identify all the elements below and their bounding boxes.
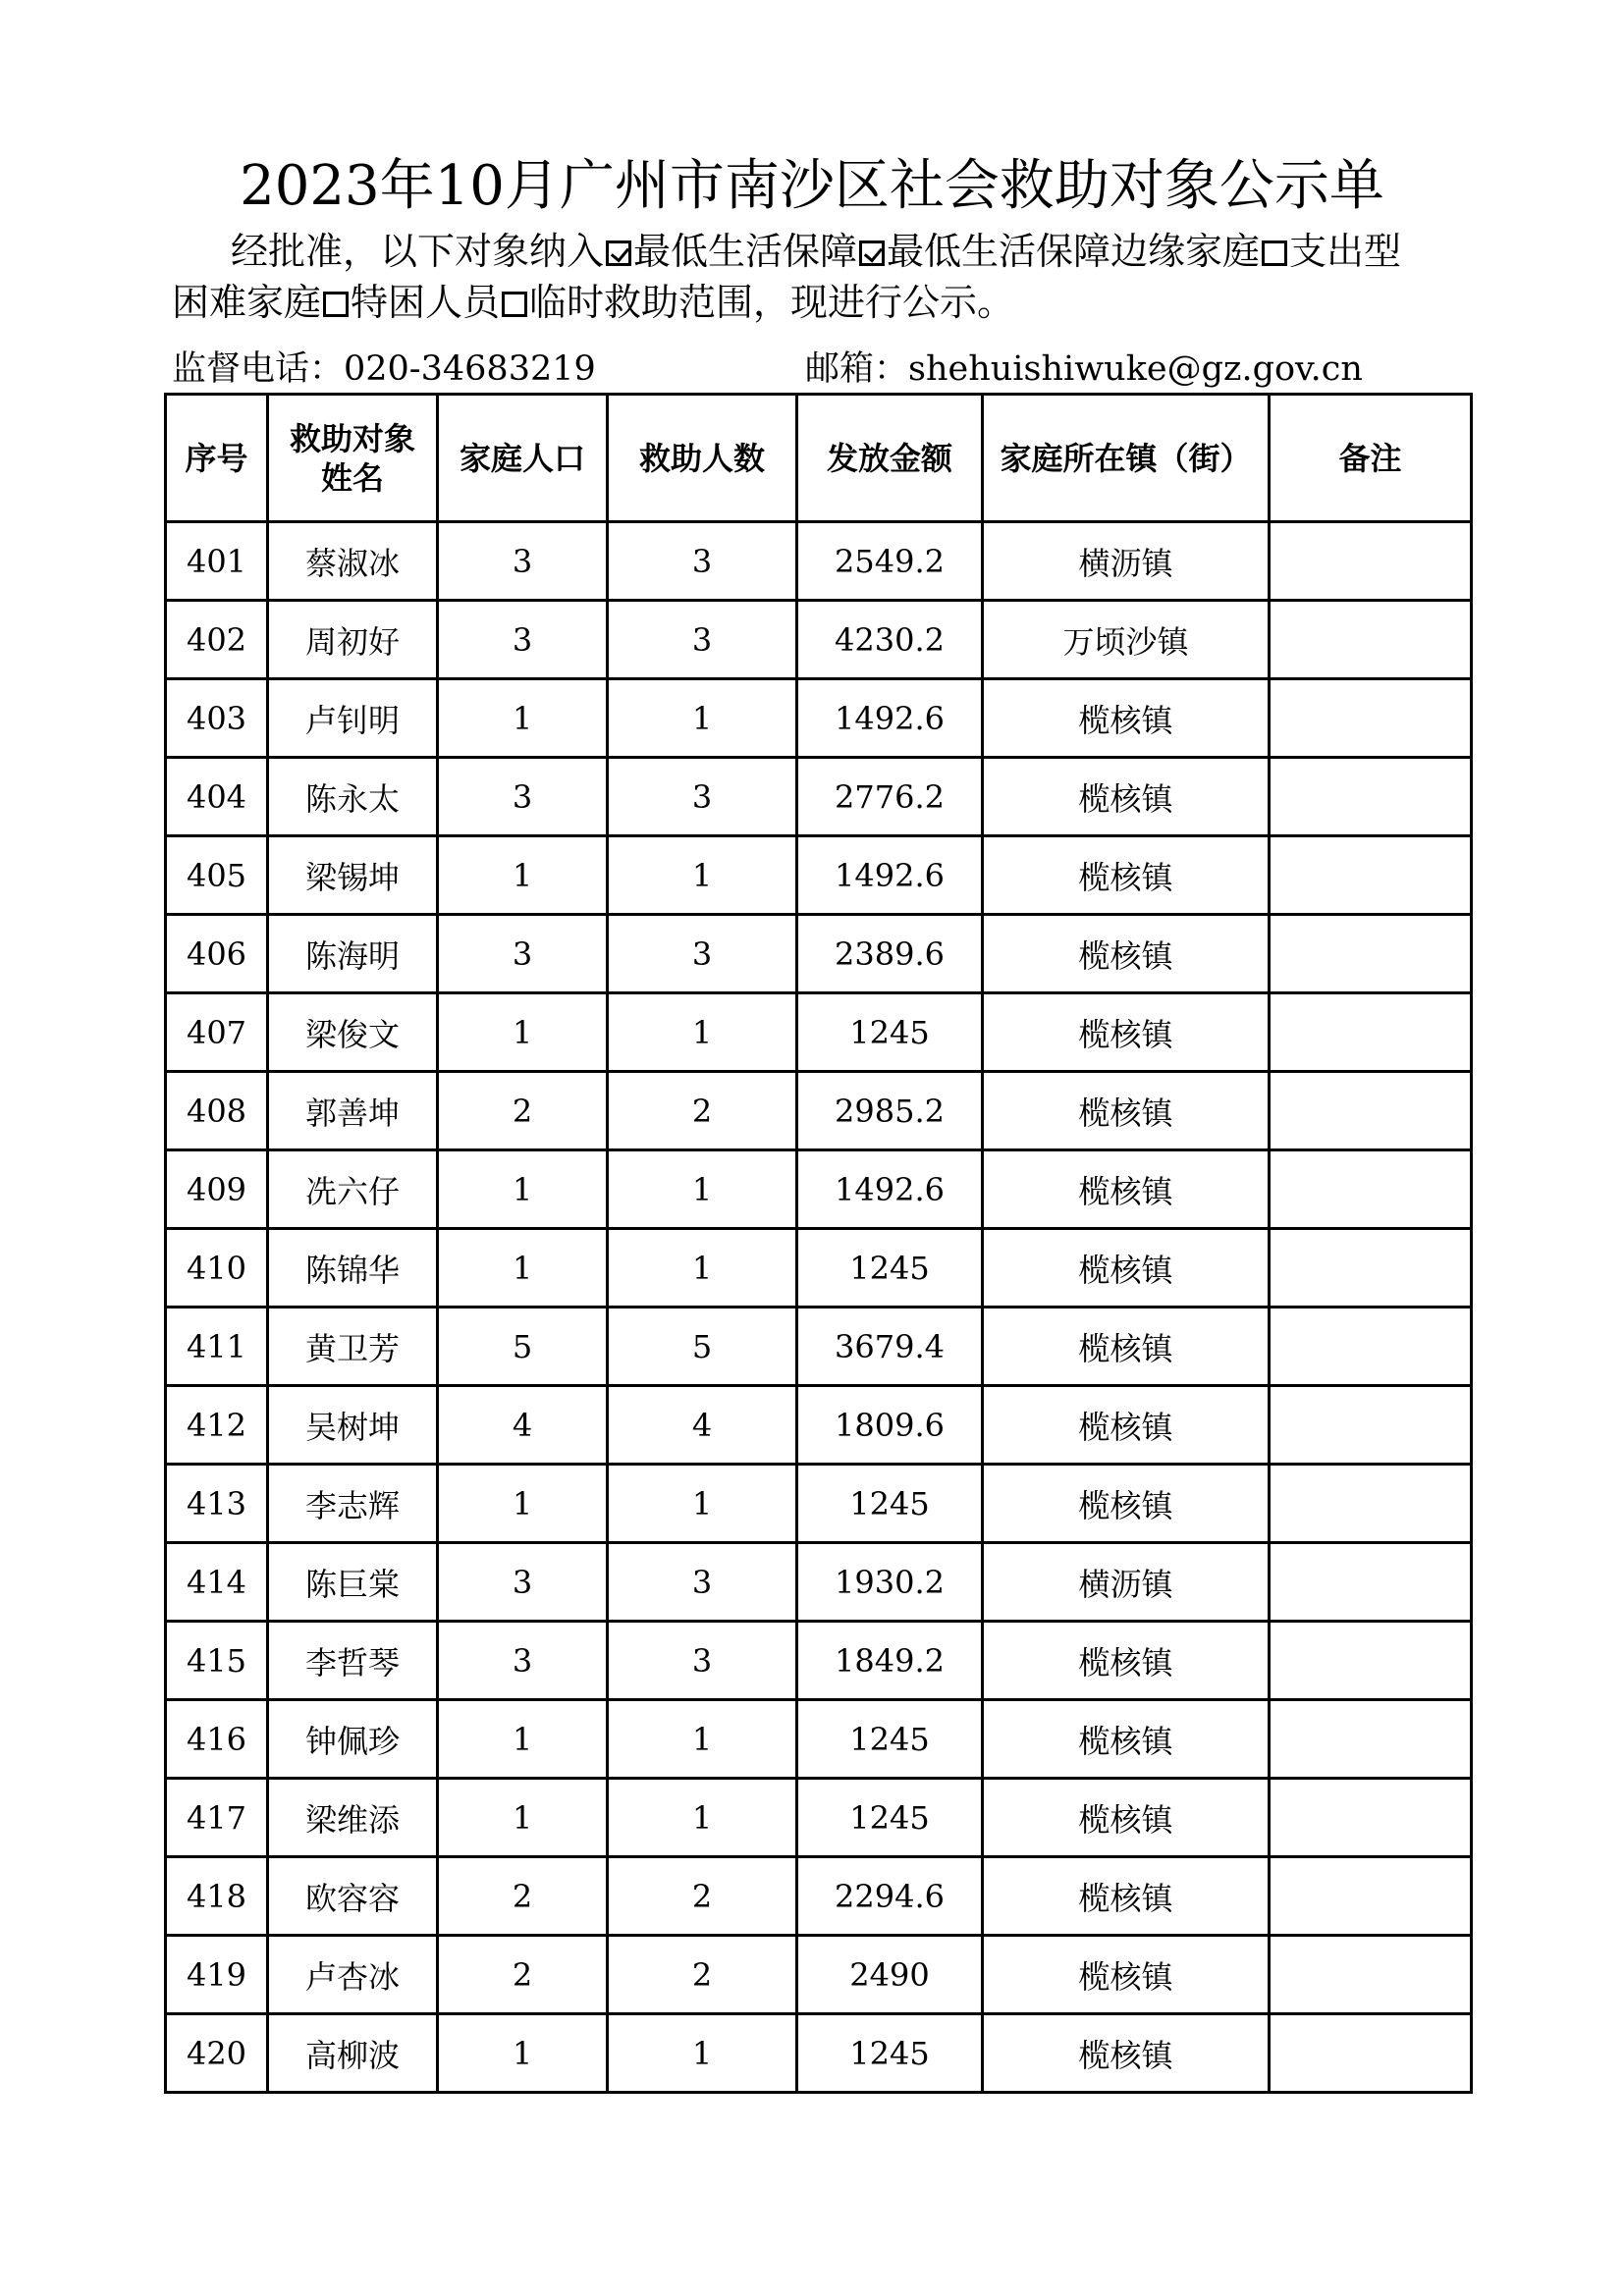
intro-paragraph: [172, 226, 1478, 328]
cell-household: 1: [438, 2014, 608, 2093]
cell-remark: [1270, 1543, 1472, 1622]
table-row: [166, 601, 1472, 679]
intro-prefix: 经批准，以下对象纳入: [231, 230, 605, 273]
cell-household: 1: [438, 1779, 608, 1857]
cell-aided: 4: [608, 1386, 797, 1465]
cell-remark: [1270, 1936, 1472, 2014]
cell-name: 陈海明: [268, 915, 438, 993]
supervision-phone: 监督电话：020-34683219: [172, 349, 596, 389]
cell-amount: 1245: [797, 1229, 983, 1308]
cell-name: 陈永太: [268, 758, 438, 836]
cell-seq: 407: [166, 993, 268, 1072]
contact-email: 邮箱：shehuishiwuke@gz.gov.cn: [805, 349, 1363, 389]
cell-remark: [1270, 993, 1472, 1072]
table-row: [166, 522, 1472, 601]
header-name: [268, 395, 438, 522]
cell-aided: 3: [608, 758, 797, 836]
cell-town: 榄核镇: [983, 915, 1270, 993]
cell-town: 榄核镇: [983, 1857, 1270, 1936]
cell-name: 梁维添: [268, 1779, 438, 1857]
cell-seq: 409: [166, 1150, 268, 1229]
cell-aided: 1: [608, 1700, 797, 1779]
cell-seq: 406: [166, 915, 268, 993]
cell-amount: 1492.6: [797, 679, 983, 758]
cell-remark: [1270, 1857, 1472, 1936]
cell-seq: 404: [166, 758, 268, 836]
cell-aided: 1: [608, 1465, 797, 1543]
table-row: [166, 1072, 1472, 1150]
cell-household: 4: [438, 1386, 608, 1465]
table-row: [166, 1700, 1472, 1779]
cell-town: 榄核镇: [983, 1936, 1270, 2014]
cell-seq: 415: [166, 1622, 268, 1700]
cell-seq: 420: [166, 2014, 268, 2093]
intro-line-1: [172, 226, 1478, 277]
cell-town: 榄核镇: [983, 1465, 1270, 1543]
table-row: [166, 993, 1472, 1072]
cell-household: 1: [438, 1700, 608, 1779]
table-row: [166, 1386, 1472, 1465]
cell-remark: [1270, 1779, 1472, 1857]
table-header-row: [166, 395, 1472, 522]
cell-household: 1: [438, 1150, 608, 1229]
cell-aided: 1: [608, 836, 797, 915]
checkbox-icon-expenditure-hardship: [1262, 240, 1287, 266]
cell-name: 陈巨棠: [268, 1543, 438, 1622]
cell-town: 万顷沙镇: [983, 601, 1270, 679]
intro-line2-prefix: 困难家庭: [172, 281, 322, 324]
cell-household: 5: [438, 1308, 608, 1386]
checkbox-icon-marginal-family: [859, 240, 885, 266]
cell-aided: 1: [608, 1779, 797, 1857]
header-seq: 序号: [166, 395, 268, 522]
cell-amount: 2294.6: [797, 1857, 983, 1936]
table-row: [166, 1857, 1472, 1936]
cell-name: 卢杏冰: [268, 1936, 438, 2014]
cell-seq: 410: [166, 1229, 268, 1308]
cell-aided: 1: [608, 1150, 797, 1229]
cell-name: 郭善坤: [268, 1072, 438, 1150]
option-minimum-living-label: 最低生活保障: [633, 230, 858, 273]
cell-name: 李志辉: [268, 1465, 438, 1543]
table-row: [166, 679, 1472, 758]
table-row: [166, 836, 1472, 915]
cell-aided: 1: [608, 2014, 797, 2093]
cell-aided: 1: [608, 679, 797, 758]
cell-seq: 418: [166, 1857, 268, 1936]
table-row: [166, 1308, 1472, 1386]
cell-aided: 3: [608, 1543, 797, 1622]
cell-amount: 1930.2: [797, 1543, 983, 1622]
cell-town: 榄核镇: [983, 1700, 1270, 1779]
cell-remark: [1270, 601, 1472, 679]
cell-household: 1: [438, 679, 608, 758]
cell-name: 欧容容: [268, 1857, 438, 1936]
table-row: [166, 915, 1472, 993]
cell-aided: 2: [608, 1857, 797, 1936]
cell-remark: [1270, 1386, 1472, 1465]
cell-remark: [1270, 1700, 1472, 1779]
table-row: [166, 2014, 1472, 2093]
header-amount: 发放金额: [797, 395, 983, 522]
cell-household: 2: [438, 1072, 608, 1150]
table-row: [166, 1229, 1472, 1308]
cell-household: 3: [438, 601, 608, 679]
checkbox-icon-extreme-poverty: [323, 292, 349, 317]
cell-aided: 1: [608, 1229, 797, 1308]
cell-seq: 402: [166, 601, 268, 679]
table-row: [166, 1622, 1472, 1700]
cell-town: 榄核镇: [983, 1308, 1270, 1386]
header-name-line2: 姓名: [320, 458, 384, 497]
cell-town: 榄核镇: [983, 1779, 1270, 1857]
cell-remark: [1270, 836, 1472, 915]
cell-household: 2: [438, 1936, 608, 2014]
table-row: [166, 1543, 1472, 1622]
cell-amount: 4230.2: [797, 601, 983, 679]
cell-seq: 403: [166, 679, 268, 758]
cell-amount: 2549.2: [797, 522, 983, 601]
header-town: 家庭所在镇（街）: [983, 395, 1270, 522]
intro-line-2: [172, 277, 1478, 328]
table-row: [166, 1936, 1472, 2014]
cell-town: 横沥镇: [983, 1543, 1270, 1622]
cell-remark: [1270, 679, 1472, 758]
cell-aided: 1: [608, 993, 797, 1072]
checkbox-icon-minimum-living: [606, 240, 631, 266]
cell-aided: 5: [608, 1308, 797, 1386]
cell-aided: 2: [608, 1936, 797, 2014]
checkbox-icon-temporary-aid: [502, 292, 527, 317]
cell-town: 榄核镇: [983, 1150, 1270, 1229]
cell-aided: 3: [608, 915, 797, 993]
cell-remark: [1270, 1072, 1472, 1150]
cell-household: 2: [438, 1857, 608, 1936]
cell-remark: [1270, 522, 1472, 601]
cell-amount: 2985.2: [797, 1072, 983, 1150]
cell-name: 陈锦华: [268, 1229, 438, 1308]
cell-seq: 401: [166, 522, 268, 601]
table-row: [166, 1465, 1472, 1543]
cell-name: 梁俊文: [268, 993, 438, 1072]
cell-seq: 408: [166, 1072, 268, 1150]
cell-name: 黄卫芳: [268, 1308, 438, 1386]
cell-seq: 411: [166, 1308, 268, 1386]
cell-remark: [1270, 1150, 1472, 1229]
cell-amount: 2776.2: [797, 758, 983, 836]
cell-name: 周初好: [268, 601, 438, 679]
cell-aided: 2: [608, 1072, 797, 1150]
option-marginal-family-label: 最低生活保障边缘家庭: [887, 230, 1261, 273]
cell-name: 高柳波: [268, 2014, 438, 2093]
cell-amount: 2389.6: [797, 915, 983, 993]
option-expenditure-label: 支出型: [1289, 230, 1402, 273]
cell-town: 榄核镇: [983, 836, 1270, 915]
cell-amount: 1245: [797, 2014, 983, 2093]
cell-remark: [1270, 758, 1472, 836]
header-household: 家庭人口: [438, 395, 608, 522]
cell-household: 1: [438, 993, 608, 1072]
cell-household: 3: [438, 1622, 608, 1700]
cell-town: 横沥镇: [983, 522, 1270, 601]
cell-amount: 2490: [797, 1936, 983, 2014]
cell-seq: 419: [166, 1936, 268, 2014]
aid-recipients-table: [164, 393, 1473, 2094]
cell-household: 1: [438, 1465, 608, 1543]
cell-amount: 1492.6: [797, 1150, 983, 1229]
cell-amount: 1492.6: [797, 836, 983, 915]
cell-town: 榄核镇: [983, 1072, 1270, 1150]
option-extreme-poverty-label: 特困人员: [351, 281, 501, 324]
cell-aided: 3: [608, 601, 797, 679]
cell-seq: 405: [166, 836, 268, 915]
cell-town: 榄核镇: [983, 679, 1270, 758]
cell-amount: 1849.2: [797, 1622, 983, 1700]
cell-seq: 412: [166, 1386, 268, 1465]
cell-amount: 1245: [797, 1700, 983, 1779]
cell-aided: 3: [608, 522, 797, 601]
cell-remark: [1270, 915, 1472, 993]
cell-aided: 3: [608, 1622, 797, 1700]
cell-name: 李哲琴: [268, 1622, 438, 1700]
table-row: [166, 1779, 1472, 1857]
cell-seq: 417: [166, 1779, 268, 1857]
cell-name: 吴树坤: [268, 1386, 438, 1465]
cell-household: 3: [438, 758, 608, 836]
cell-remark: [1270, 1308, 1472, 1386]
cell-name: 冼六仔: [268, 1150, 438, 1229]
cell-amount: 1245: [797, 1779, 983, 1857]
cell-amount: 1245: [797, 993, 983, 1072]
cell-amount: 3679.4: [797, 1308, 983, 1386]
cell-remark: [1270, 1465, 1472, 1543]
cell-town: 榄核镇: [983, 2014, 1270, 2093]
cell-household: 3: [438, 1543, 608, 1622]
cell-amount: 1809.6: [797, 1386, 983, 1465]
cell-town: 榄核镇: [983, 1229, 1270, 1308]
cell-town: 榄核镇: [983, 1386, 1270, 1465]
cell-seq: 414: [166, 1543, 268, 1622]
cell-name: 卢钊明: [268, 679, 438, 758]
cell-remark: [1270, 2014, 1472, 2093]
table-row: [166, 758, 1472, 836]
header-aided: 救助人数: [608, 395, 797, 522]
header-name-line1: 救助对象: [289, 419, 415, 457]
cell-town: 榄核镇: [983, 993, 1270, 1072]
cell-remark: [1270, 1229, 1472, 1308]
cell-household: 3: [438, 522, 608, 601]
cell-town: 榄核镇: [983, 758, 1270, 836]
cell-household: 1: [438, 1229, 608, 1308]
cell-name: 钟佩珍: [268, 1700, 438, 1779]
cell-town: 榄核镇: [983, 1622, 1270, 1700]
header-remark: 备注: [1270, 395, 1472, 522]
cell-name: 梁锡坤: [268, 836, 438, 915]
option-temporary-aid-label: 临时救助范围，现进行公示。: [529, 281, 1015, 324]
cell-household: 1: [438, 836, 608, 915]
cell-household: 3: [438, 915, 608, 993]
cell-seq: 416: [166, 1700, 268, 1779]
page-title: 2023年10月广州市南沙区社会救助对象公示单: [240, 154, 1384, 218]
cell-amount: 1245: [797, 1465, 983, 1543]
cell-name: 蔡淑冰: [268, 522, 438, 601]
cell-remark: [1270, 1622, 1472, 1700]
cell-seq: 413: [166, 1465, 268, 1543]
table-row: [166, 1150, 1472, 1229]
